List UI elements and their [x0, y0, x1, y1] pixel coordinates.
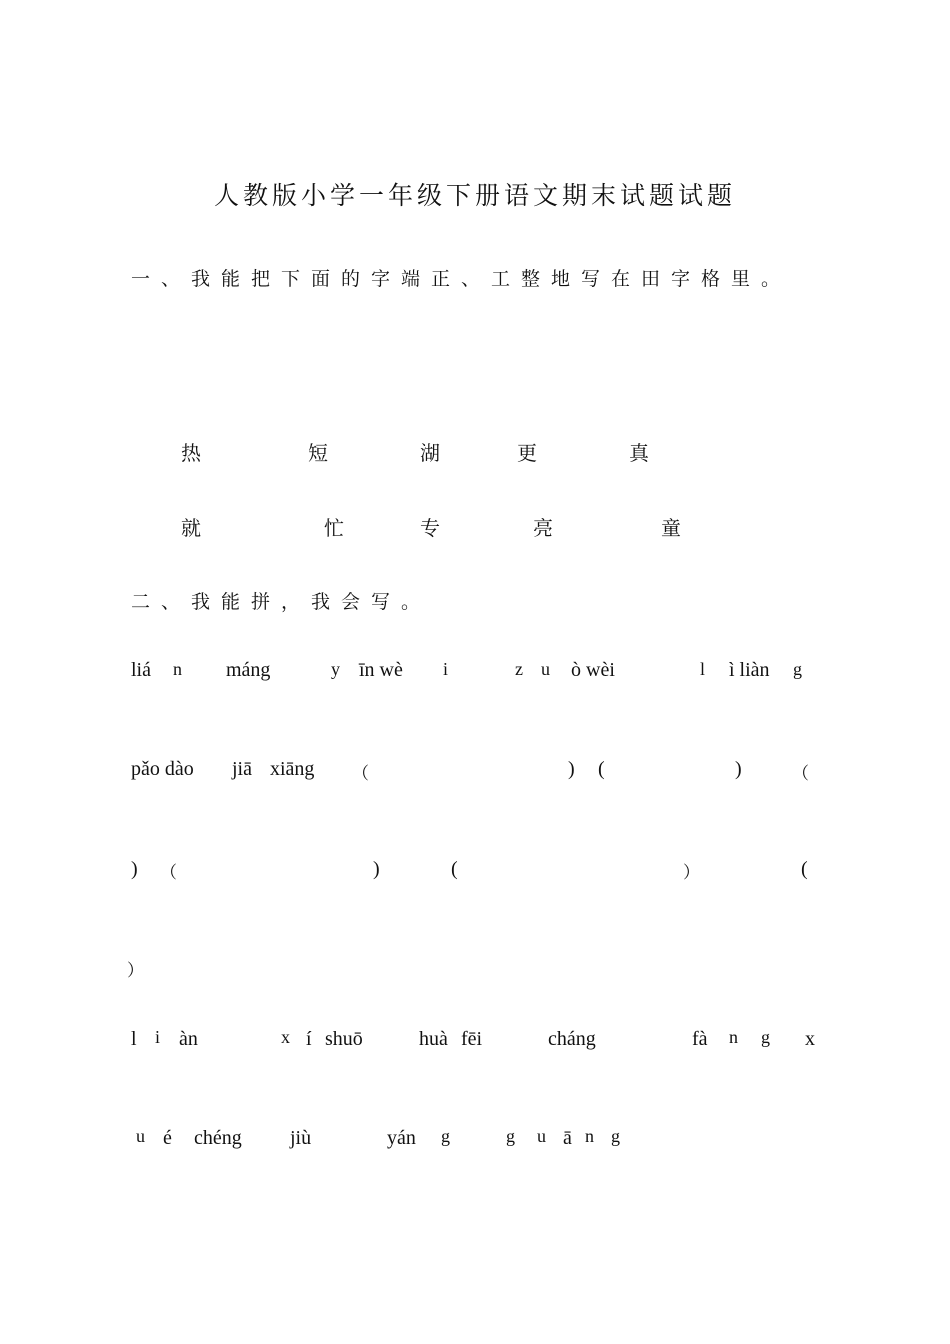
pinyin-syllable: n [585, 1126, 594, 1146]
pinyin-syllable: chéng [194, 1127, 242, 1149]
pinyin-syllable: n [173, 659, 182, 679]
section-2-heading: 二、我能拼，我会写。 [131, 591, 432, 613]
pinyin-syllable: ò wèi [571, 659, 615, 681]
character: 亮 [533, 516, 553, 540]
pinyin-syllable: fēi [461, 1028, 483, 1050]
character: 忙 [324, 516, 344, 540]
answer-bracket: ) [568, 758, 575, 780]
pinyin-syllable: fà [692, 1028, 708, 1050]
answer-bracket: ) [373, 858, 380, 880]
pinyin-syllable: l [131, 1028, 137, 1050]
pinyin-syllable: é [163, 1127, 172, 1149]
answer-bracket: ） [127, 961, 144, 981]
answer-bracket: ( [451, 858, 458, 880]
pinyin-syllable: īn wè [359, 659, 403, 681]
answer-bracket: （ [792, 764, 809, 784]
character: 更 [517, 441, 537, 465]
pinyin-syllable: i [155, 1027, 161, 1047]
pinyin-syllable: x [281, 1027, 290, 1047]
pinyin-syllable: jiā [232, 758, 252, 780]
pinyin-syllable: máng [226, 659, 271, 681]
pinyin-syllable: n [729, 1027, 738, 1047]
pinyin-syllable: g [793, 659, 802, 679]
pinyin-syllable: jiù [290, 1127, 312, 1149]
pinyin-syllable: ā [563, 1127, 572, 1149]
pinyin-syllable: u [537, 1126, 546, 1146]
answer-bracket: ( [598, 758, 605, 780]
pinyin-syllable: i [443, 659, 449, 679]
answer-bracket: ( [801, 858, 808, 880]
pinyin-syllable: l [700, 659, 706, 679]
pinyin-syllable: àn [179, 1028, 198, 1050]
pinyin-syllable: g [506, 1126, 515, 1146]
pinyin-syllable: g [441, 1126, 450, 1146]
answer-bracket: （ [160, 863, 177, 883]
pinyin-syllable: pǎo dào [131, 758, 194, 780]
pinyin-syllable: huà [419, 1028, 448, 1050]
pinyin-syllable: yán [387, 1127, 416, 1149]
pinyin-syllable: xiāng [270, 758, 315, 780]
pinyin-syllable: y [331, 659, 340, 679]
pinyin-syllable: u [136, 1126, 145, 1146]
character: 就 [181, 516, 201, 540]
character: 童 [661, 516, 681, 540]
character: 湖 [420, 441, 440, 465]
character: 短 [308, 441, 328, 465]
page-title: 人教版小学一年级下册语文期末试题试题 [213, 181, 736, 210]
pinyin-syllable: cháng [548, 1028, 596, 1050]
answer-bracket: ） [683, 863, 700, 883]
pinyin-syllable: liá [131, 659, 151, 681]
answer-bracket: ) [735, 758, 742, 780]
pinyin-syllable: shuō [325, 1028, 363, 1050]
pinyin-syllable: g [761, 1027, 770, 1047]
answer-bracket: （ [352, 764, 369, 784]
pinyin-syllable: g [611, 1126, 620, 1146]
answer-bracket: ) [131, 858, 138, 880]
pinyin-syllable: x [805, 1028, 815, 1050]
pinyin-syllable: u [541, 659, 550, 679]
pinyin-syllable: ì liàn [729, 659, 770, 681]
section-1-heading: 一、我能把下面的字端正、工整地写在田字格里。 [131, 268, 792, 290]
pinyin-syllable: í [306, 1028, 312, 1050]
character: 专 [420, 516, 440, 540]
pinyin-syllable: z [515, 659, 523, 679]
character: 真 [629, 441, 649, 465]
character: 热 [181, 441, 201, 465]
